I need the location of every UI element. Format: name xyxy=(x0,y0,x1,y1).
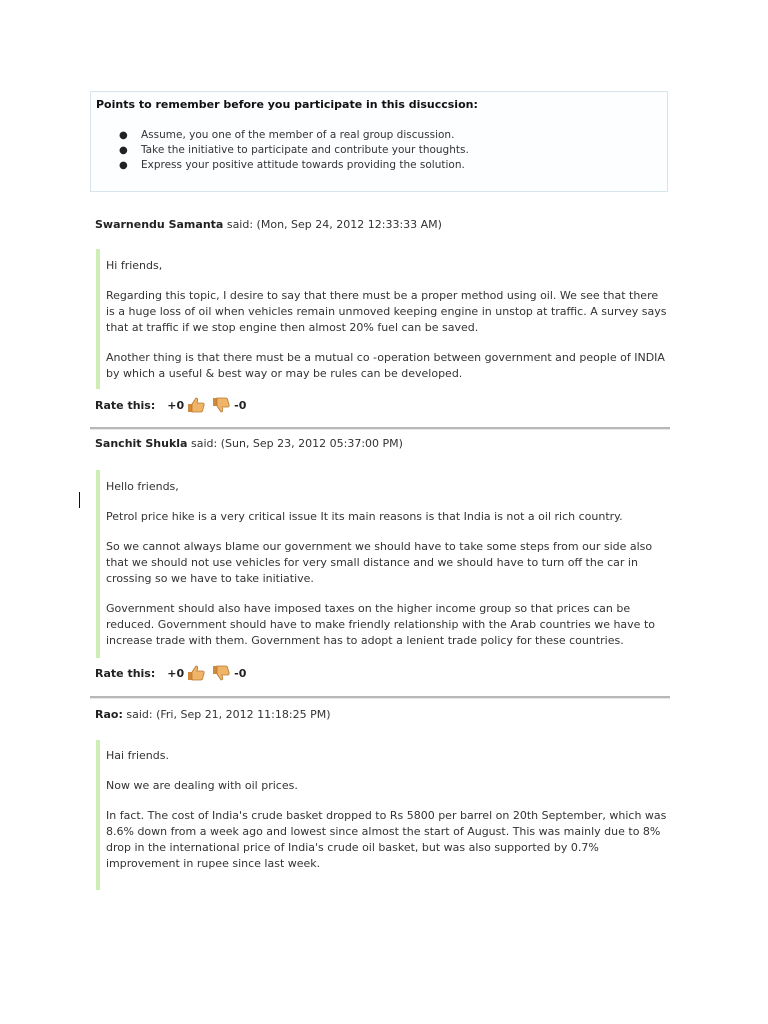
comment-author[interactable]: Sanchit Shukla xyxy=(95,437,188,450)
rate-row xyxy=(95,664,246,682)
notice-list xyxy=(91,128,469,173)
comment-date: said: (Mon, Sep 24, 2012 12:33:33 AM) xyxy=(223,218,442,231)
comment-date: said: (Fri, Sep 21, 2012 11:18:25 PM) xyxy=(122,708,331,721)
notice-box xyxy=(90,91,668,192)
comment-paragraph: Hello friends, xyxy=(106,480,179,493)
rate-down-count: -0 xyxy=(234,398,247,412)
comment-body xyxy=(96,249,668,389)
comment-body xyxy=(96,470,668,658)
comment-paragraph: Now we are dealing with oil prices. xyxy=(106,779,298,792)
thumbs-up-icon[interactable] xyxy=(187,397,205,413)
rate-row xyxy=(95,396,246,414)
comment-header xyxy=(95,218,442,231)
comment-paragraph: In fact. The cost of India's crude basket dropped to Rs 5800 per barrel on 20th September, which was 8.6% down from a week ago and lowest since almost the start of August. This was mainly due to 8% drop in the international price of India's crude oil basket, but was also supported by 0.7% improvement in rupee since last week. xyxy=(106,809,667,870)
rate-down-count: -0 xyxy=(234,666,247,680)
comment-divider xyxy=(90,696,670,699)
comment-paragraph: So we cannot always blame our government we should have to take some steps from our side also that we should not use vehicles for very small distance and we should have to turn off the car in crossing so we have to take initiative. xyxy=(106,540,653,585)
rate-label: Rate this: xyxy=(95,398,156,412)
thumbs-down-icon[interactable] xyxy=(212,397,230,413)
text-cursor xyxy=(79,492,80,508)
bullet-icon: ● xyxy=(119,130,128,141)
comment-body xyxy=(96,740,668,890)
thumbs-up-icon[interactable] xyxy=(187,665,205,681)
comment-header xyxy=(95,708,330,721)
comment-paragraph: Hi friends, xyxy=(106,259,163,272)
comment-paragraph: Regarding this topic, I desire to say that there must be a proper method using oil. We see that there is a huge loss of oil when vehicles remain unmoved keeping engine in unstop at traffic. A survey says that at traffic if we stop engine then almost 20% fuel can be saved. xyxy=(106,289,667,334)
notice-item: ● Assume, you one of the member of a real group discussion. xyxy=(119,129,455,141)
comment-paragraph: Petrol price hike is a very critical issue It its main reasons is that India is not a oil rich country. xyxy=(106,510,623,523)
notice-item: ● Express your positive attitude towards providing the solution. xyxy=(119,159,465,171)
notice-title: Points to remember before you participate in this disuccsion: xyxy=(96,98,478,111)
bullet-icon: ● xyxy=(119,145,128,156)
comment-paragraph: Hai friends. xyxy=(106,749,169,762)
notice-item: ● Take the initiative to participate and contribute your thoughts. xyxy=(119,144,469,156)
comment-author[interactable]: Rao: xyxy=(95,708,123,721)
thumbs-down-icon[interactable] xyxy=(212,665,230,681)
rate-label: Rate this: xyxy=(95,666,156,680)
comment-author[interactable]: Swarnendu Samanta xyxy=(95,218,224,231)
comment-divider xyxy=(90,427,670,430)
rate-up-count: +0 xyxy=(167,398,185,412)
rate-up-count: +0 xyxy=(167,666,185,680)
comment-date: said: (Sun, Sep 23, 2012 05:37:00 PM) xyxy=(187,437,403,450)
bullet-icon: ● xyxy=(119,160,128,171)
comment-paragraph: Government should also have imposed taxes on the higher income group so that prices can be reduced. Government should have to make friendly relationship with the Arab countries we have to increase trade with them. Government has to adopt a lenient trade policy for these countries. xyxy=(106,602,655,647)
comment-paragraph: Another thing is that there must be a mutual co -operation between government and people of INDIA by which a useful & best way or may be rules can be developed. xyxy=(106,351,665,380)
comment-header xyxy=(95,437,403,450)
